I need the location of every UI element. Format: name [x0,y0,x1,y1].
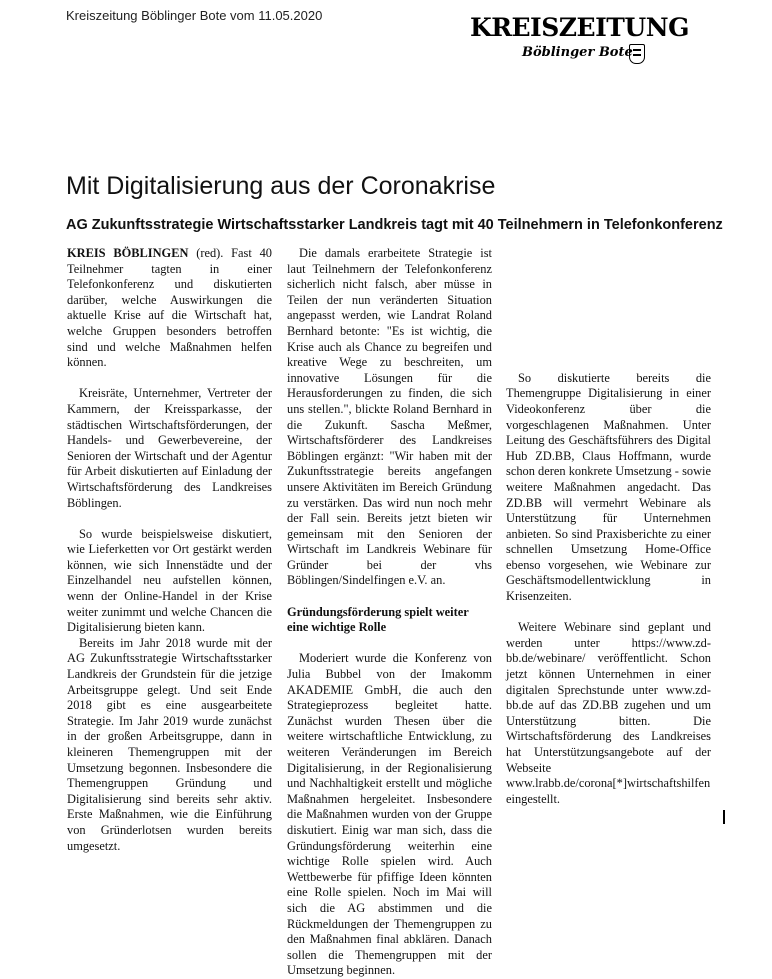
dateline: KREIS BÖBLINGEN [67,246,189,260]
masthead [470,13,700,60]
paragraph-intro [67,246,272,371]
headline: Mit Digitalisierung aus der Coronakrise [66,172,496,200]
article-column-2 [287,246,492,979]
paragraph-2: Kreisräte, Unternehmer, Vertreter der Kammern, der Kreissparkasse, der städtischen Wirtschaftsförderungen, der Handels- und Gewerbevereine, der Senioren der Wirtschaft und der Agentur für Arbeit diskutierten auf Einladung der Wirtschaftsförderung des Landkreises Böblingen. [67,386,272,510]
end-mark [723,810,725,824]
paragraph-7: So diskutierte bereits die Themengruppe Digitalisierung in einer Videokonferenz über die vorgeschlagenen Maßnahmen. Unter Leitung des Geschäftsführers des Digital Hub ZD.BB, Claus Hoffmann, wurde schon deren konkrete Umsetzung - sowie weitere Maßnahmen angedacht. Das ZD.BB will vermehrt Webinare als Unterstützung für Unternehmen anbieten. So sind Praxisberichte zu einer schnellen Umsetzung Home-Office ebenso vorgesehen, wie Webinare zur Geschäftsmodellentwicklung in Krisenzeiten. [506,370,711,604]
crosshead: Gründungsförderung spielt weiter eine wichtige Rolle [287,604,469,635]
source-line: Kreiszeitung Böblinger Bote vom 11.05.2020 [66,8,323,23]
paragraph-8: Weitere Webinare sind geplant und werden unter https://www.zd-bb.de/webinare/ veröffentlicht. Schon jetzt können Unternehmen in einer digitalen Sprechstunde unter www.zd-bb.de auf das ZD.BB zugehen und um Unterstützung bitten. Die Wirtschaftsförderung des Landkreises hat Unterstützungsangebote auf der Webseite www.lrabb.de/corona[*]wirtschaftshilfen eingestellt. [506,620,711,806]
paragraph-4: Bereits im Jahr 2018 wurde mit der AG Zukunftsstrategie Wirtschaftsstarker Landkreis der Grundstein für die jetzige Arbeitsgruppe gelegt. Und seit Ende 2018 gibt es eine ausgearbeitete Strategie. Im Jahr 2019 wurde zunächst in der großen Arbeitsgruppe, dann in kleineren Themengruppen mit der Umsetzung begonnen. Insbesondere die Themengruppen Gründung und Digitalisierung sind bereits sehr aktiv. Erste Maßnahmen, wie die Einführung von Gründerlotsen wurden bereits umgesetzt. [67,635,272,853]
paragraph-5: Die damals erarbeitete Strategie ist laut Teilnehmern der Telefonkonferenz sicherlich nicht falsch, aber müsse in Teilen der nun veränderten Situation angepasst werden, wie Landrat Roland Bernhard betonte: "Es ist wichtig, die Krise auch als Chance zu begreifen und kreative Wege zu beschreiten, um innovative Lösungen für die Herausforderungen zu finden, die sich uns stellen.", blickte Roland Bernhard in die Zukunft. Sascha Meßmer, Wirtschaftsförderer des Landkreises Böblingen ergänzt: "Wir haben mit der Zukunftsstrategie bereits angefangen unsere Aktivitäten im Bereich Gründung zu verstärken. Das wird nun noch mehr der Fall sein. Bereits jetzt bieten wir gemeinsam mit den Senioren der Wirtschaft im Landkreis Webinare für Gründer bei der vhs Böblingen/Sindelfingen e.V. an. [287,246,492,588]
coat-of-arms-icon [629,44,645,64]
article-column-3 [506,246,711,807]
subheadline: AG Zukunftsstrategie Wirtschaftsstarker Landkreis tagt mit 40 Teilnehmern in Telefonkonferenz [66,217,723,233]
masthead-title: KREISZEITUNG [470,13,689,42]
paragraph-3: So wurde beispielsweise diskutiert, wie Lieferketten vor Ort gestärkt werden können, wie sich Innenstädte und der Einzelhandel neu aufstellen können, wenn der Online-Handel in der Krise weiter zunimmt und welche Chancen die Digitalisierung bieten kann. [67,526,272,635]
paragraph-1-text: (red). Fast 40 Teilnehmer tagten in einer Telefonkonferenz und diskutierten darüber, welche Auswirkungen die aktuelle Krise auf die Wirtschaft hat, welche Gruppen besonders betroffen sind und welche Maßnahmen helfen können. [67,246,272,370]
article-column-1 [67,246,272,854]
masthead-subtitle: Böblinger Bote [522,45,633,60]
paragraph-6: Moderiert wurde die Konferenz von Julia Bubbel von der Imakomm AKADEMIE GmbH, die auch den Strategieprozess begleitet hatte. Zunächst wurden Thesen über die weitere wirtschaftliche Entwicklung, zu weiteren Veränderungen im Bereich Digitalisierung, in der Regionalisierung und Nachhaltigkeit erstellt und mögliche Maßnahmen hergeleitet. Insbesondere die Maßnahmen wurden von der Gruppe diskutiert. Einig war man sich, dass die Gründungsförderung weiterhin eine wichtige Rolle spielen wird. Auch Wettbewerbe für pfiffige Ideen könnten eine Rolle spielen. Noch im Mai will sich die AG abstimmen und die Rückmeldungen der Themengruppen zu den Maßnahmen final abklären. Danach sollen die Themengruppen mit der Umsetzung beginnen. [287,651,492,978]
